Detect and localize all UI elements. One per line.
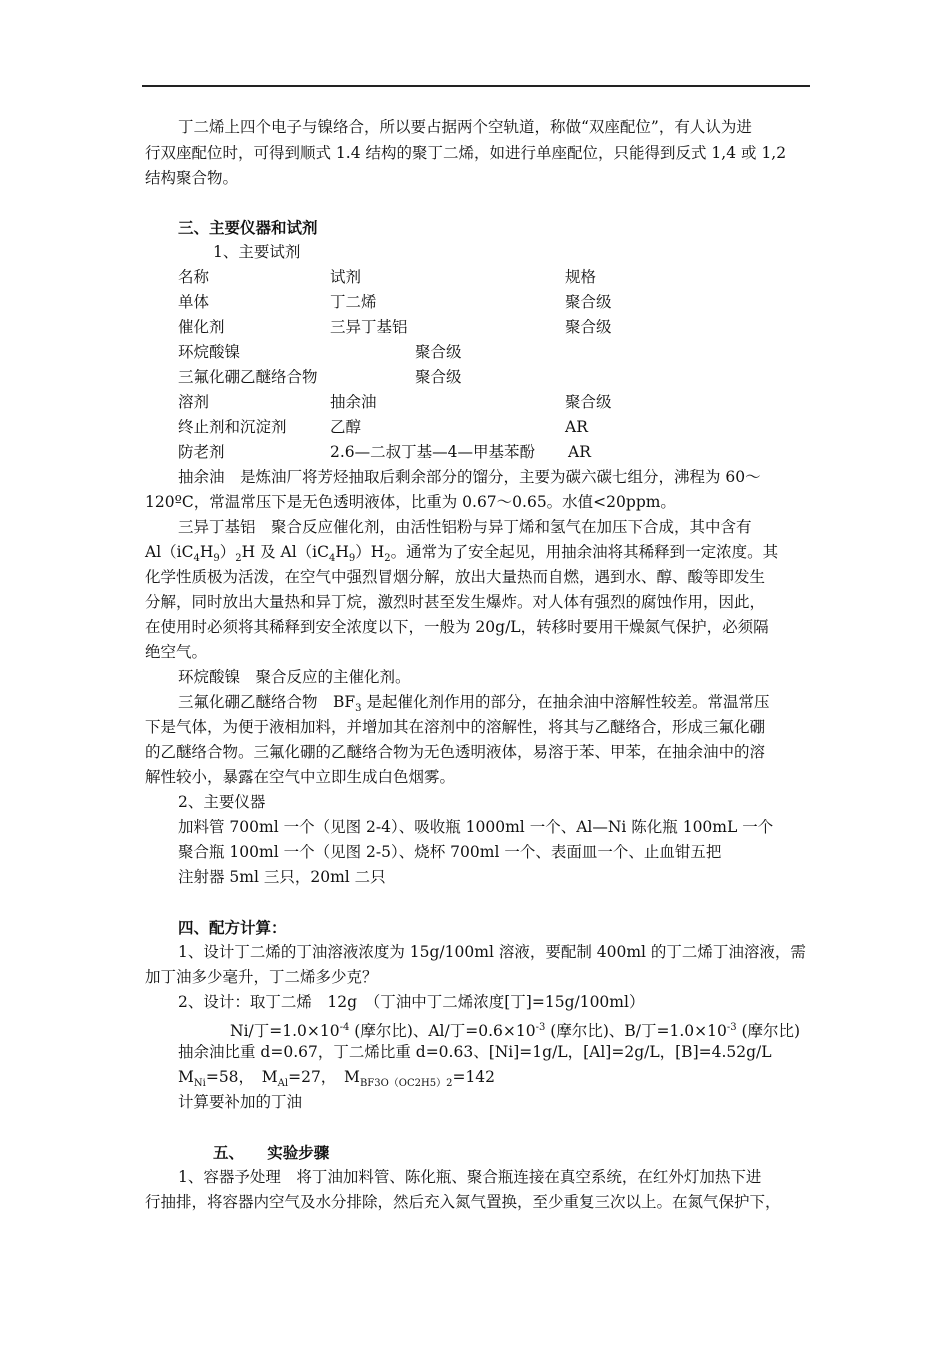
intro-line-2: 行双座配位时，可得到顺式 1.4 结构的聚丁二烯，如进行单座配位，只能得到反式 1,4 或 1,2: [145, 144, 787, 162]
intro-line-1: 丁二烯上四个电子与镍络合，所以要占据两个空轨道，称做“双座配位”，有人认为进: [178, 118, 752, 136]
instrument-line-2: 聚合瓶 100ml 一个（见图 2-5）、烧杯 700ml 一个、表面皿一个、止血钳五把: [178, 843, 722, 861]
molecular-weights: $M_{Ni}=58$， $M_{Al}=27$， $M_{BF3O(OC2H5)2}=142$: [178, 1068, 496, 1090]
table-row-name: 防老剂: [178, 443, 225, 461]
desc-tiba-line-1: 三异丁基铝 聚合反应催化剂，由活性铝粉与异丁烯和氢气在加压下合成，其中含有: [178, 518, 752, 536]
table-row-spec: 聚合级: [565, 393, 612, 411]
table-row-reagent: 抽余油: [330, 393, 377, 411]
table-row-spec: 聚合级: [565, 293, 612, 311]
table-header-reagent: 试剂: [330, 268, 362, 286]
instrument-line-1: 加料管 700ml 一个（见图 2-4）、吸收瓶 1000ml 一个、Al—Ni 陈化瓶 100mL 一个: [178, 818, 774, 836]
step1-line-2: 行抽排，将容器内空气及水分排除，然后充入氮气置换，至少重复三次以上。在氮气保护下，: [145, 1193, 781, 1211]
table-row-name: 终止剂和沉淀剂: [178, 418, 287, 436]
desc-tiba-line-6: 绝空气。: [145, 643, 208, 661]
instrument-line-3: 注射器 5ml 三只，20ml 二只: [178, 868, 386, 886]
calc-instruction: 计算要补加的丁油: [178, 1093, 303, 1111]
table-row-spec: 聚合级: [415, 368, 462, 386]
table-row-spec: 聚合级: [565, 318, 612, 336]
desc-nickel: 环烷酸镍 聚合反应的主催化剂。: [178, 668, 411, 686]
intro-line-3: 结构聚合物。: [145, 169, 239, 187]
table-row-name: 溶剂: [178, 393, 210, 411]
molar-ratios: Ni/丁$=1.0\times 10^{-4}$ (摩尔比)、Al/丁$=0.6\times 10^{-3}$ (摩尔比)、B/丁$=1.0\times 10^{-3}$ (摩尔比): [230, 1022, 801, 1041]
table-row-name: 单体: [178, 293, 210, 311]
section5-title: 五、 实验步骤: [213, 1143, 330, 1162]
desc-bf3-line-2: 下是气体，为便于液相加料，并增加其在溶剂中的溶解性，将其与乙醚络合，形成三氟化硼: [145, 718, 766, 736]
densities: 抽余油比重 d=0.67，丁二烯比重 d=0.63、[Ni]=1g/L，[Al]=2g/L，[B]=4.52g/L: [178, 1043, 772, 1061]
table-header-name: 名称: [178, 268, 210, 286]
desc-bf3-line-4: 解性较小，暴露在空气中立即生成白色烟雾。: [145, 768, 456, 786]
section3-sub1: 1、主要试剂: [213, 243, 301, 261]
desc-raffinate-line-1: 抽余油 是炼油厂将芳烃抽取后剩余部分的馏分，主要为碳六碳七组分，沸程为 60～: [178, 468, 761, 486]
desc-tiba-line-3: 化学性质极为活泼，在空气中强烈冒烟分解，放出大量热而自燃，遇到水、醇、酸等即发生: [145, 568, 766, 586]
table-row-spec: AR: [565, 418, 588, 436]
section3-title: 三、主要仪器和试剂: [178, 218, 318, 237]
header-rule: [142, 85, 810, 87]
section4-title: 四、配方计算：: [178, 918, 287, 937]
question2: 2、设计：取丁二烯 12g （丁油中丁二烯浓度[丁]=15g/100ml）: [178, 993, 645, 1011]
table-row-reagent: 2.6—二叔丁基—4—甲基苯酚: [330, 443, 536, 461]
desc-raffinate-line-2: 120ºC，常温常压下是无色透明液体，比重为 0.67～0.65。水值<20ppm。: [145, 493, 676, 511]
desc-bf3-line-3: 的乙醚络合物。三氟化硼的乙醚络合物为无色透明液体，易溶于苯、甲苯，在抽余油中的溶: [145, 743, 766, 761]
table-row-spec: AR: [568, 443, 591, 461]
desc-tiba-line-2: $Al(iC_4H_9)_2H$ 及 $Al(iC_4H_9)H_2$。通常为了安全起见，用抽余油将其稀释到一定浓度。其: [145, 543, 779, 565]
question1-line-2: 加丁油多少毫升，丁二烯多少克？: [145, 968, 378, 986]
table-row-name: 催化剂: [178, 318, 225, 336]
table-row-spec: 聚合级: [415, 343, 462, 361]
table-row-name: 环烷酸镍: [178, 343, 241, 361]
table-row-reagent: 三异丁基铝: [330, 318, 408, 336]
table-header-spec: 规格: [565, 268, 597, 286]
desc-tiba-line-4: 分解，同时放出大量热和异丁烷，激烈时甚至发生爆炸。对人体有强烈的腐蚀作用，因此，: [145, 593, 766, 611]
table-row-reagent: 乙醇: [330, 418, 362, 436]
step1-line-1: 1、容器予处理 将丁油加料管、陈化瓶、聚合瓶连接在真空系统，在红外灯加热下进: [178, 1168, 762, 1186]
desc-bf3-line-1: 三氟化硼乙醚络合物 $BF_3$ 是起催化剂作用的部分，在抽余油中溶解性较差。常温常压: [178, 693, 770, 715]
desc-tiba-line-5: 在使用时必须将其稀释到安全浓度以下，一般为 20g/L，转移时要用干燥氮气保护，必须隔: [145, 618, 769, 636]
table-row-reagent: 丁二烯: [330, 293, 377, 311]
question1-line-1: 1、设计丁二烯的丁油溶液浓度为 15g/100ml 溶液，要配制 400ml 的丁二烯丁油溶液，需: [178, 943, 806, 961]
section3-sub2: 2、主要仪器: [178, 793, 266, 811]
table-row-name: 三氟化硼乙醚络合物: [178, 368, 318, 386]
